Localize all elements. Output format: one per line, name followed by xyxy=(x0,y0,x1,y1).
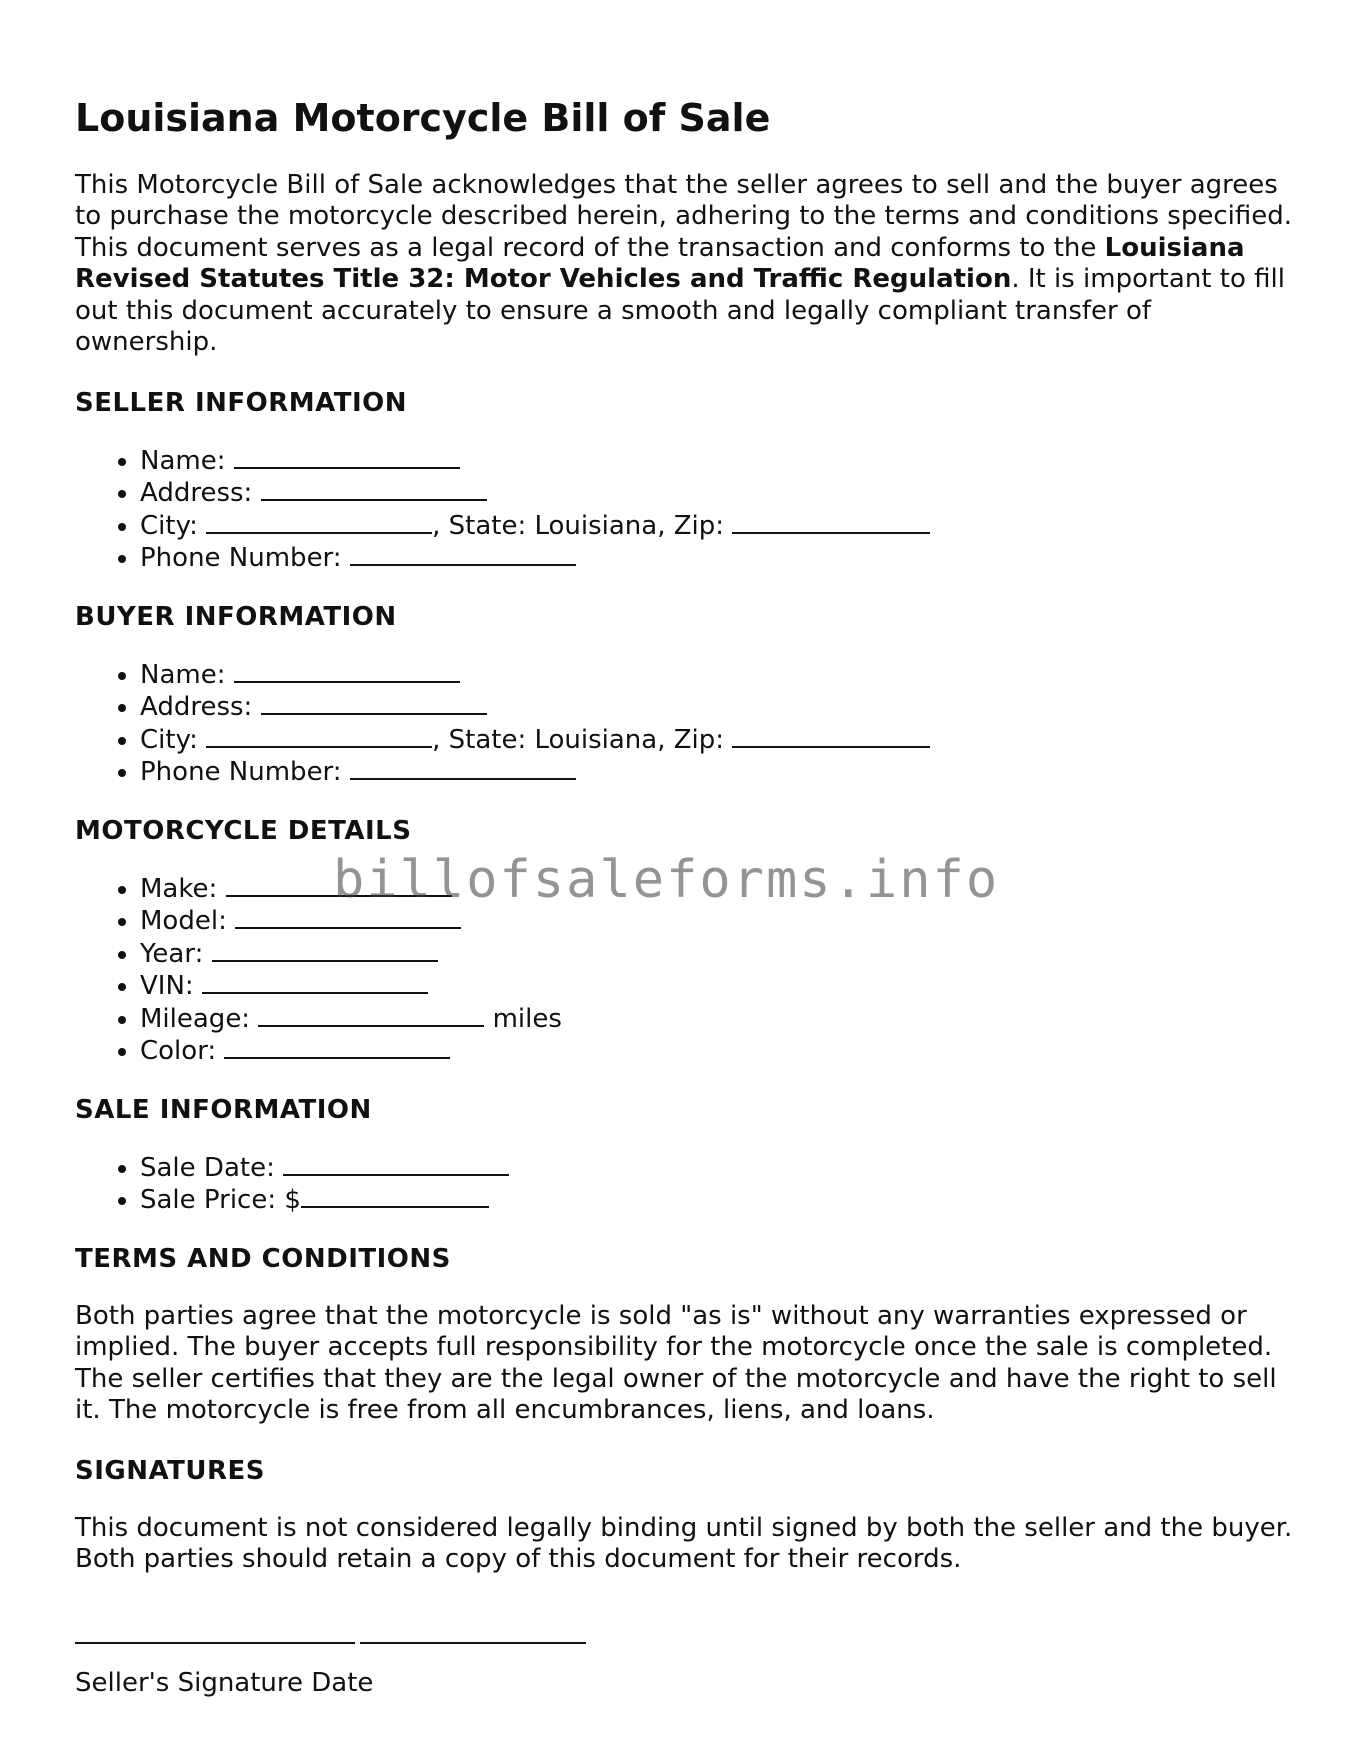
sale-heading: SALE INFORMATION xyxy=(75,1094,372,1125)
make-item xyxy=(140,873,1295,906)
sale-date-item xyxy=(140,1152,1295,1185)
sale-date-label: Sale Date: xyxy=(140,1152,275,1183)
motorcycle-list xyxy=(75,873,1295,1068)
seller-phone-field[interactable] xyxy=(350,542,576,566)
make-field[interactable] xyxy=(226,873,452,897)
mileage-unit: miles xyxy=(492,1003,562,1034)
model-item xyxy=(140,905,1295,938)
seller-date-field[interactable] xyxy=(360,1616,586,1644)
buyer-city-label: City: xyxy=(140,724,198,755)
year-field[interactable] xyxy=(212,938,438,962)
buyer-zip-field[interactable] xyxy=(732,724,930,748)
mileage-field[interactable] xyxy=(258,1003,484,1027)
seller-phone-label: Phone Number: xyxy=(140,543,342,574)
buyer-phone-label: Phone Number: xyxy=(140,757,342,788)
model-label: Model: xyxy=(140,906,227,937)
motorcycle-heading: MOTORCYCLE DETAILS xyxy=(75,815,412,846)
color-item xyxy=(140,1035,1295,1068)
seller-list xyxy=(75,445,1295,575)
buyer-phone-field[interactable] xyxy=(350,756,576,780)
year-label: Year: xyxy=(140,938,204,969)
color-label: Color: xyxy=(140,1036,217,1067)
mileage-item xyxy=(140,1003,1295,1036)
seller-phone-item xyxy=(140,542,1295,575)
model-field[interactable] xyxy=(235,905,461,929)
buyer-address-item xyxy=(140,691,1295,724)
color-field[interactable] xyxy=(224,1035,450,1059)
buyer-list xyxy=(75,659,1295,789)
seller-signature-label: Seller's Signature Date xyxy=(75,1667,374,1698)
buyer-name-field[interactable] xyxy=(234,659,460,683)
sale-price-label: Sale Price: $ xyxy=(140,1185,301,1216)
intro-text-end: . It is important to fill out this document accurately to ensure a smooth and legally compliant transfer of ownership. xyxy=(75,264,1285,358)
vin-label: VIN: xyxy=(140,971,194,1002)
buyer-address-field[interactable] xyxy=(261,691,487,715)
vin-item xyxy=(140,970,1295,1003)
signatures-paragraph: This document is not considered legally binding until signed by both the seller and the buyer. Both parties should retain a copy of this document for their records. xyxy=(75,1512,1293,1575)
buyer-address-label: Address: xyxy=(140,692,253,723)
signatures-heading: SIGNATURES xyxy=(75,1455,265,1486)
sale-price-item xyxy=(140,1184,1295,1217)
intro-text: This Motorcycle Bill of Sale acknowledges that the seller agrees to sell and the buyer agrees to purchase the motorcycle described herein, adhering to the terms and conditions specified. This document serves as a legal record of the transaction and conforms to the xyxy=(75,169,1293,263)
seller-signature-field[interactable] xyxy=(75,1616,355,1644)
sale-list xyxy=(75,1152,1295,1217)
terms-heading: TERMS AND CONDITIONS xyxy=(75,1243,451,1274)
buyer-phone-item xyxy=(140,756,1295,789)
buyer-name-item xyxy=(140,659,1295,692)
mileage-label: Mileage: xyxy=(140,1003,251,1034)
seller-city-label: City: xyxy=(140,510,198,541)
seller-city-field[interactable] xyxy=(206,510,432,534)
seller-zip-field[interactable] xyxy=(732,510,930,534)
seller-address-item xyxy=(140,477,1295,510)
seller-city-item xyxy=(140,510,1295,543)
seller-name-item xyxy=(140,445,1295,478)
buyer-city-field[interactable] xyxy=(206,724,432,748)
terms-paragraph: Both parties agree that the motorcycle is sold "as is" without any warranties expressed or implied. The buyer accepts full responsibility for the motorcycle once the sale is completed. The seller certifies that they are the legal owner of the motorcycle and have the right to sell it. The motorcycle is free from all encumbrances, liens, and loans. xyxy=(75,1300,1277,1426)
document-page xyxy=(75,80,1295,1699)
intro-paragraph xyxy=(75,170,1295,359)
year-item xyxy=(140,938,1295,971)
seller-heading: SELLER INFORMATION xyxy=(75,387,408,418)
seller-address-field[interactable] xyxy=(261,477,487,501)
document-title: Louisiana Motorcycle Bill of Sale xyxy=(75,96,771,140)
sale-date-field[interactable] xyxy=(283,1152,509,1176)
statute-reference: Louisiana Revised Statutes Title 32: Motor Vehicles and Traffic Regulation xyxy=(75,232,1245,295)
buyer-city-item xyxy=(140,724,1295,757)
seller-name-field[interactable] xyxy=(234,445,460,469)
seller-address-label: Address: xyxy=(140,478,253,509)
signature-lines xyxy=(75,1616,1295,1646)
buyer-state-text: , State: Louisiana, Zip: xyxy=(432,724,725,755)
seller-state-text: , State: Louisiana, Zip: xyxy=(432,510,725,541)
sale-price-field[interactable] xyxy=(301,1184,489,1208)
watermark-text: billofsaleforms.info xyxy=(333,850,1000,910)
vin-field[interactable] xyxy=(202,970,428,994)
buyer-heading: BUYER INFORMATION xyxy=(75,601,397,632)
seller-name-label: Name: xyxy=(140,445,226,476)
buyer-name-label: Name: xyxy=(140,659,226,690)
make-label: Make: xyxy=(140,873,218,904)
